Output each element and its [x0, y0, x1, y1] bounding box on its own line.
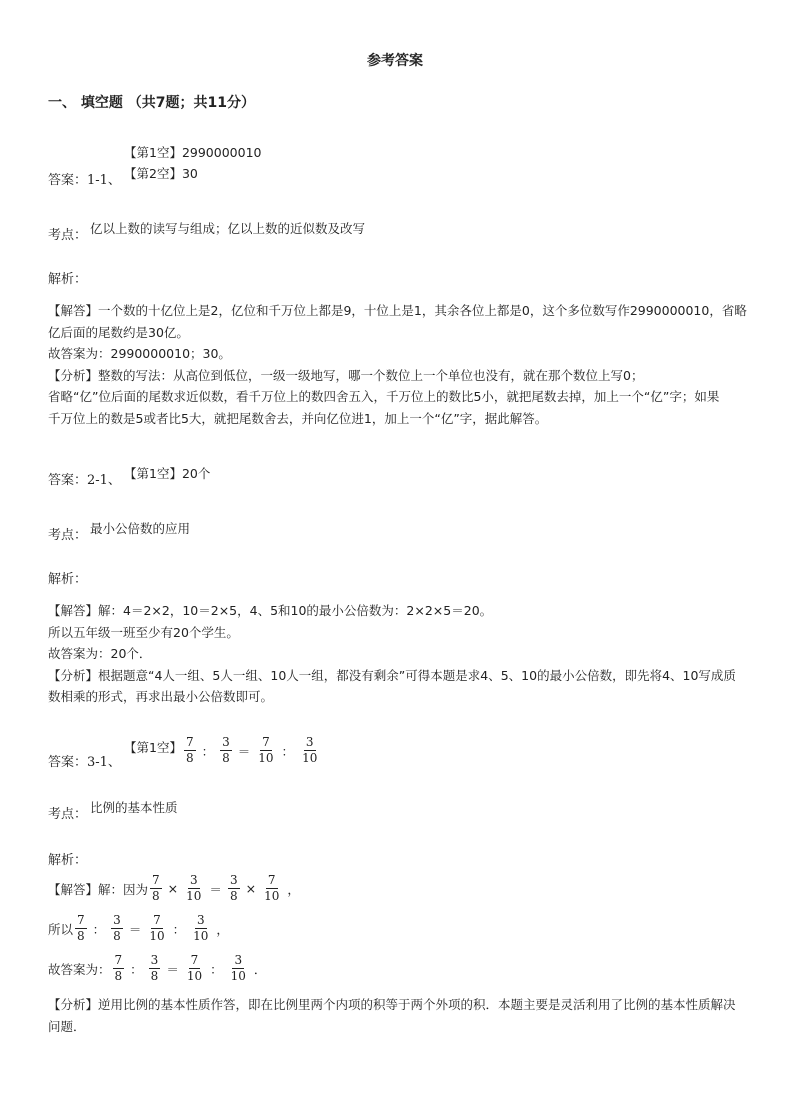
times-sign: ×	[245, 881, 257, 896]
colon-sign: ：	[210, 961, 223, 977]
fraction: $\frac{3}{8}$	[150, 953, 159, 983]
fraction: $\frac{7}{10}$	[186, 953, 203, 983]
fraction: $\frac{7}{10}$	[258, 735, 274, 765]
q3-line: 问题．	[48, 1018, 86, 1034]
q2-kaodian-label: 考点：	[48, 528, 88, 543]
fraction: $\frac{3}{8}$	[222, 735, 230, 765]
fraction: $\frac{7}{10}$	[264, 873, 280, 903]
q3-suoyi-line	[48, 914, 233, 943]
q1-line: 亿后面的尾数约是30亿。	[48, 324, 189, 340]
q3-jiexi-label: 解析：	[48, 853, 88, 868]
q1-blank2: 【第2空】30	[124, 166, 198, 181]
q1-blank1: 【第1空】2990000010	[124, 145, 262, 160]
q3-suoyi-prefix: 所以	[48, 921, 74, 937]
equals-sign: ＝	[128, 921, 142, 937]
q1-answer-label: 答案：1-1、	[48, 173, 121, 188]
fraction: $\frac{7}{8}$	[77, 913, 85, 943]
q3-kaodian-label: 考点：	[48, 807, 88, 822]
fraction: $\frac{3}{10}$	[186, 873, 202, 903]
q1-kaodian-text: 亿以上数的读写与组成；亿以上数的近似数及改写	[90, 221, 366, 236]
q3-blank1-prefix: 【第1空】	[124, 740, 182, 755]
fraction: $\frac{7}{8}$	[185, 735, 194, 765]
fraction: $\frac{3}{10}$	[230, 953, 246, 983]
q3-kaodian-text: 比例的基本性质	[90, 800, 178, 815]
fraction: $\frac{3}{10}$	[302, 735, 318, 765]
q3-answer-label: 答案：3-1、	[48, 755, 121, 770]
q3-line: 【分析】逆用比例的基本性质作答，即在比例里两个内项的积等于两个外项的积．本题主要是灵活利用了比例的基本性质解决	[48, 997, 736, 1012]
comma: ，	[287, 881, 300, 897]
colon-sign: ：	[172, 921, 186, 937]
equals-sign: ＝	[166, 961, 179, 977]
comma: ，	[216, 921, 229, 937]
section-heading: 一、 填空题 （共7题；共11分）	[48, 95, 255, 111]
colon-sign: ：	[201, 743, 215, 759]
fraction: $\frac{7}{8}$	[152, 873, 160, 903]
q2-line: 故答案为：20个．	[48, 646, 152, 661]
q3-blank1	[124, 736, 321, 765]
times-sign: ×	[167, 881, 179, 896]
q2-kaodian-text: 最小公倍数的应用	[90, 521, 191, 536]
colon-sign: ：	[92, 921, 106, 937]
q1-line: 省略“亿”位后面的尾数求近似数，看千万位上的数四舍五入，千万位上的数比5小，就把尾数去掉，加上一个“亿”字；如果	[48, 389, 720, 404]
fraction: $\frac{3}{10}$	[193, 913, 209, 943]
fraction: $\frac{3}{8}$	[113, 913, 121, 943]
fraction: $\frac{7}{8}$	[114, 953, 123, 983]
q3-analysis	[48, 994, 753, 1037]
q2-jiexi-label: 解析：	[48, 572, 88, 587]
q3-jieda-prefix: 【解答】解：因为	[48, 881, 149, 897]
q1-line: 【分析】整数的写法：从高位到低位，一级一级地写，哪一个数位上一个单位也没有，就在那个数位上写0；	[48, 367, 644, 383]
q2-explanation	[48, 600, 753, 708]
page-title: 参考答案	[367, 53, 423, 69]
q1-jiexi-label: 解析：	[48, 272, 88, 287]
q2-blank1: 【第1空】20个	[124, 466, 211, 481]
q2-answer-label: 答案：2-1、	[48, 473, 121, 488]
q2-line: 数相乘的形式，再求出最小公倍数即可。	[48, 689, 274, 704]
fraction: $\frac{7}{10}$	[149, 913, 165, 943]
q3-gudaan-prefix: 故答案为：	[48, 961, 111, 977]
q1-explanation	[48, 300, 753, 429]
q1-kaodian-label: 考点：	[48, 228, 88, 243]
colon-sign: ：	[281, 743, 295, 759]
q2-line: 【解答】解：4＝2×2，10＝2×5，4、5和10的最小公倍数为：2×2×5＝20。	[48, 603, 493, 618]
q1-line: 故答案为：2990000010；30。	[48, 346, 231, 361]
q3-gudaan-line	[48, 954, 270, 983]
equals-sign: ＝	[237, 743, 251, 759]
q2-line: 所以五年级一班至少有20个学生。	[48, 624, 239, 640]
q1-line: 千万位上的数是5或者比5大，就把尾数舍去，并向亿位进1，加上一个“亿”字，据此解答。	[48, 410, 548, 426]
q2-line: 【分析】根据题意“4人一组、5人一组、10人一组，都没有剩余”可得本题是求4、5、10的最小公倍数，即先将4、10写成质	[48, 667, 736, 683]
fraction: $\frac{3}{8}$	[229, 873, 238, 903]
q3-jieda-line	[48, 874, 304, 903]
colon-sign: ：	[130, 961, 143, 977]
equals-sign: ＝	[209, 881, 222, 897]
period: ．	[253, 961, 267, 977]
q1-line: 【解答】一个数的十亿位上是2，亿位和千万位上都是9，十位上是1，其余各位上都是0，这个多位数写作2990000010，省略	[48, 303, 747, 318]
